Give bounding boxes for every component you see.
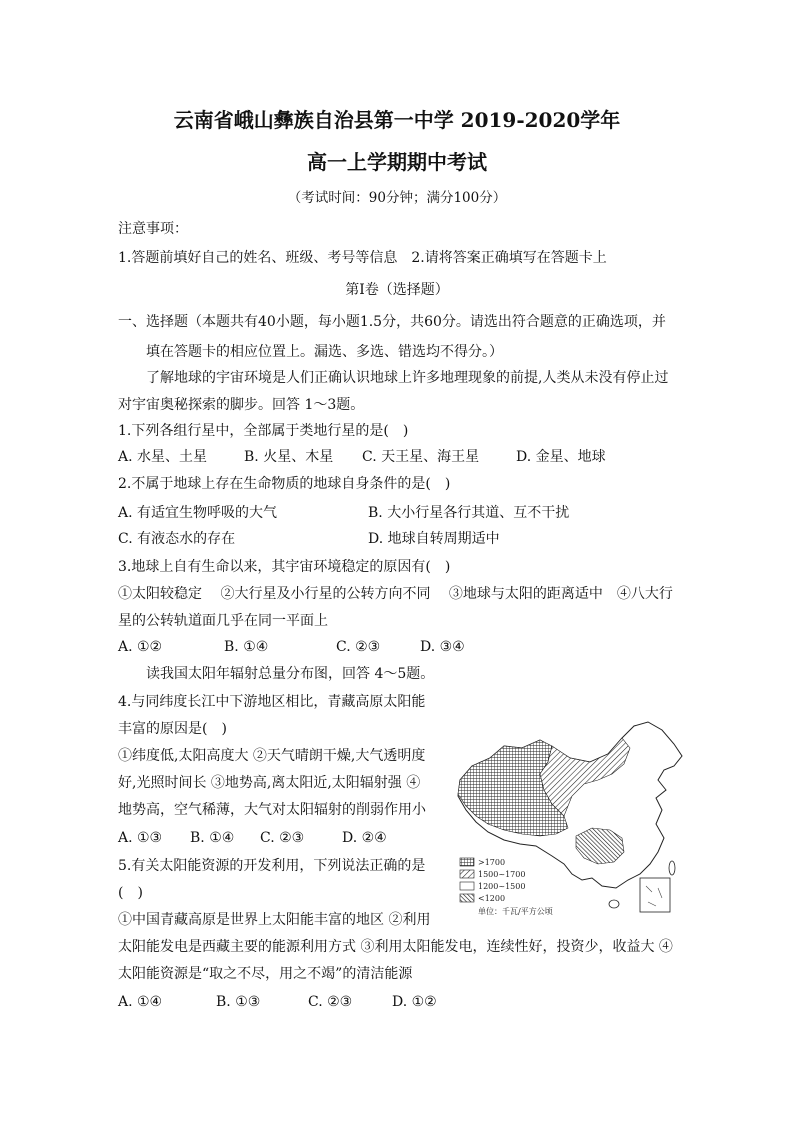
q4-option-b: B. ①④ [190, 830, 235, 846]
exam-info: （考试时间：90分钟；满分100分） [287, 190, 507, 206]
china-solar-radiation-map [452, 718, 704, 918]
section-title: 第Ⅰ卷（选择题） [345, 282, 449, 298]
legend-label-above-1700: >1700 [478, 858, 506, 867]
q2-option-b: B. 大小行星各行其道、互不干扰 [368, 505, 570, 521]
legend-label-1500-1700: 1500~1700 [478, 870, 526, 879]
intro-map: 读我国太阳年辐射总量分布图，回答 4～5题。 [146, 666, 435, 682]
q2-option-d: D. 地球自转周期适中 [368, 531, 500, 547]
notice-heading: 注意事项： [118, 221, 188, 237]
page-title-line2: 高一上学期期中考试 [307, 150, 487, 174]
q2-option-c: C. 有液态水的存在 [118, 531, 236, 547]
q2-option-a: A. 有适宜生物呼吸的大气 [118, 505, 278, 521]
legend-unit: 单位：千瓦/平方公顷 [478, 907, 553, 916]
q4-line-5: 地势高，空气稀薄，大气对太阳辐射的削弱作用小 [118, 802, 426, 818]
q4-option-a: A. ①③ [118, 830, 163, 846]
q1-option-d: D. 金星、地球 [516, 449, 606, 465]
q4-line-4: 好,光照时间长 ③地势高,离太阳近,太阳辐射强 ④ [118, 775, 421, 791]
q5-option-a: A. ①④ [118, 994, 163, 1010]
q4-line-1: 4.与同纬度长江中下游地区相比，青藏高原太阳能 [118, 694, 426, 710]
q4-option-c: C. ②③ [260, 830, 305, 846]
q4-line-3: ①纬度低,太阳高度大 ②天气晴朗干燥,大气透明度 [118, 748, 426, 764]
q5-option-b: B. ①③ [216, 994, 261, 1010]
legend-swatch-1200-1500 [460, 882, 474, 890]
intro-paragraph-2: 对宇宙奥秘探索的脚步。回答 1～3题。 [118, 397, 365, 413]
notice-line: 1.答题前填好自己的姓名、班级、考号等信息 2.请将答案正确填写在答题卡上 [118, 250, 607, 266]
q4-line-2: 丰富的原因是( ) [118, 721, 227, 737]
q5-line-5: 太阳能资源是“取之不尽，用之不竭”的清洁能源 [118, 966, 413, 982]
q3-option-b: B. ①④ [224, 639, 269, 655]
q3-line-1: ①太阳较稳定 ②大行星及小行星的公转方向不同 ③地球与太阳的距离适中 ④八大行 [118, 586, 673, 602]
legend-label-1200-1500: 1200~1500 [478, 882, 526, 891]
q3-stem: 3.地球上自有生命以来，其宇宙环境稳定的原因有( ) [118, 559, 451, 575]
hainan [609, 900, 619, 908]
q1-stem: 1.下列各组行星中，全部属于类地行星的是( ) [118, 423, 409, 439]
q5-line-3: ①中国青藏高原是世界上太阳能丰富的地区 ②利用 [118, 912, 431, 928]
q4-option-d: D. ②④ [342, 830, 387, 846]
q1-option-a: A. 水星、土星 [118, 449, 208, 465]
q3-option-d: D. ③④ [420, 639, 465, 655]
section-instruction-1: 一、选择题（本题共有40小题，每小题1.5分，共60分。请选出符合题意的正确选项，并 [118, 314, 666, 330]
q3-line-2: 星的公转轨道面几乎在同一平面上 [118, 613, 328, 629]
q5-line-2: ( ) [118, 885, 143, 901]
legend-swatch-above-1700 [460, 858, 474, 866]
q1-option-c: C. 天王星、海王星 [362, 449, 480, 465]
q5-line-4: 太阳能发电是西藏主要的能源利用方式 ③利用太阳能发电，连续性好，投资少，收益大 ④ [118, 939, 673, 955]
legend-label-below-1200: <1200 [478, 894, 506, 903]
q3-option-a: A. ①② [118, 639, 163, 655]
q5-option-c: C. ②③ [308, 994, 353, 1010]
section-instruction-2: 填在答题卡的相应位置上。漏选、多选、错选均不得分。） [146, 344, 503, 360]
q5-option-d: D. ①② [392, 994, 437, 1010]
q3-option-c: C. ②③ [336, 639, 381, 655]
q1-option-b: B. 火星、木星 [244, 449, 334, 465]
q2-stem: 2.不属于地球上存在生命物质的地球自身条件的是( ) [118, 476, 451, 492]
south-sea-inset [640, 878, 670, 912]
legend-swatch-1500-1700 [460, 870, 474, 878]
q5-line-1: 5.有关太阳能资源的开发利用，下列说法正确的是 [118, 858, 426, 874]
legend-swatch-below-1200 [460, 894, 474, 902]
taiwan [669, 861, 675, 875]
intro-paragraph-1: 了解地球的宇宙环境是人们正确认识地球上许多地理现象的前提,人类从未没有停止过 [146, 370, 669, 386]
page-title-line1: 云南省峨山彝族自治县第一中学 2019-2020学年 [173, 108, 621, 132]
